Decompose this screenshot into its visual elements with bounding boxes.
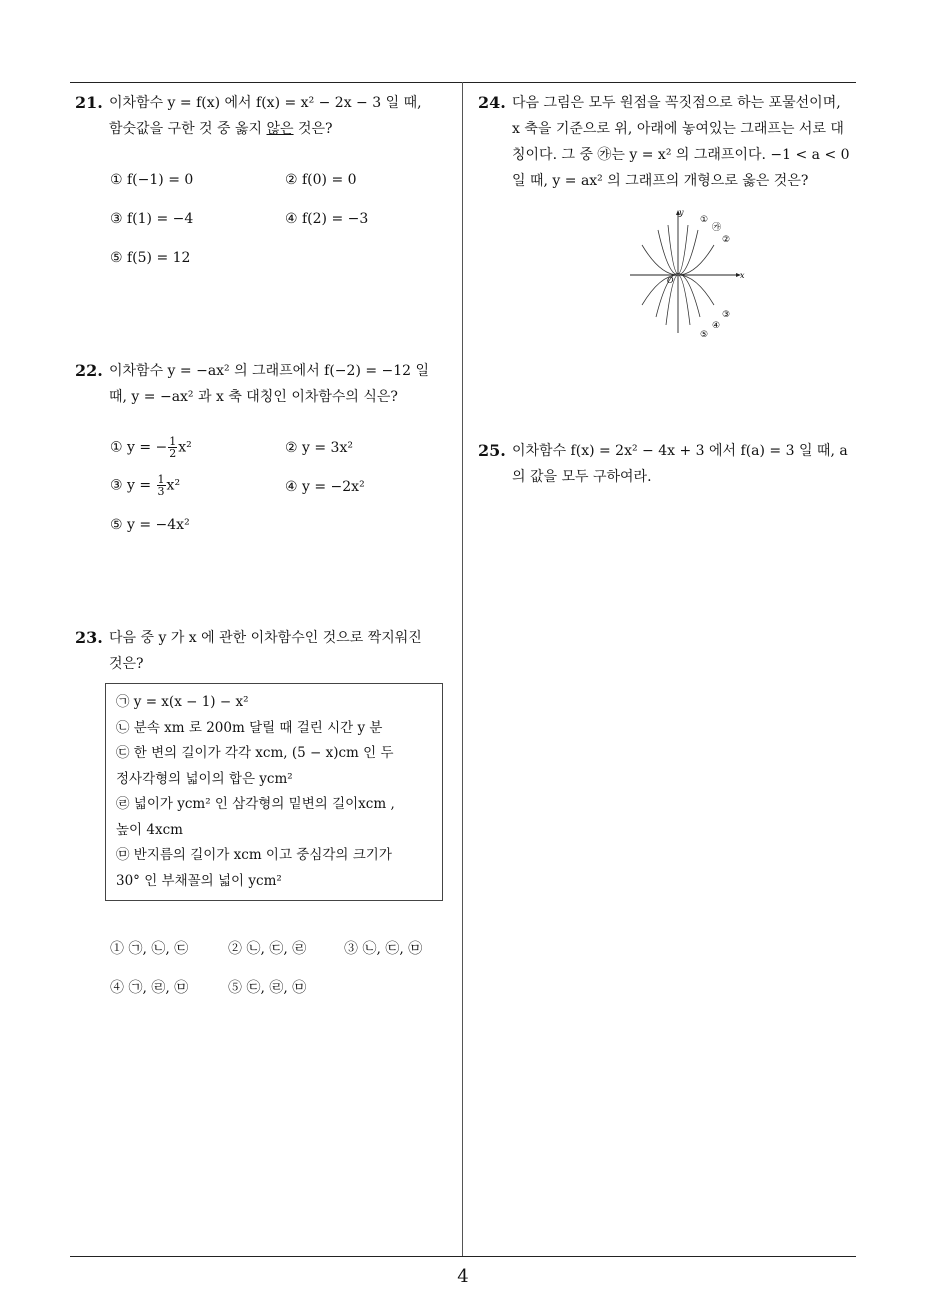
column-divider [462,82,463,1256]
label-ga: ㉮ [712,223,722,233]
question-line: 이차함수 f(x) = 2x² − 4x + 3 에서 f(a) = 3 일 때, a [512,443,848,459]
denominator: 2 [169,447,177,460]
box-line: ㉤ 반지름의 길이가 xcm 이고 중심각의 크기가 [116,847,392,863]
q23-option-1[interactable]: ① ㉠, ㉡, ㉢ [110,941,189,957]
label-1: ① [700,215,709,225]
question-number: 24. [478,93,506,112]
box-line: ㉢ 한 변의 길이가 각각 xcm, (5 − x)cm 인 두 [116,745,394,761]
question-line: 때, y = −ax² 과 x 축 대칭인 이차함수의 식은? [109,389,398,405]
question-line: 일 때, y = ax² 의 그래프의 개형으로 옳은 것은? [512,173,809,189]
box-line: ㉣ 넓이가 ycm² 인 삼각형의 밑변의 길이xcm , [116,796,395,812]
label-3: ③ [722,310,731,320]
question-line: x 축을 기준으로 위, 아래에 놓여있는 그래프는 서로 대 [512,121,844,137]
box-line: 높이 4xcm [116,821,183,838]
question-number: 23. [75,628,103,647]
q22-option-5[interactable]: ⑤ y = −4x² [110,517,190,533]
question-line [109,116,460,142]
question-24 [478,90,863,194]
x-axis-label: x [740,271,745,280]
question-line: 것은? [109,656,144,672]
bottom-rule [70,1256,856,1257]
numerator: 1 [169,435,177,448]
box-line: 정사각형의 넓이의 합은 ycm² [116,770,293,787]
underlined-text: 않은 [266,121,294,137]
question-text [512,90,863,194]
label-2: ② [722,235,731,245]
q21-option-1[interactable]: ① f(−1) = 0 [110,172,194,188]
question-number: 22. [75,361,103,380]
label-4: ④ [712,321,721,331]
question-line: 의 값을 모두 구하여라. [512,469,652,485]
question-25 [478,438,863,490]
q21-option-5[interactable]: ⑤ f(5) = 12 [110,250,191,266]
question-text [512,438,863,490]
question-23 [75,625,460,677]
question-line: 이차함수 y = −ax² 의 그래프에서 f(−2) = −12 일 [109,363,430,379]
q21-option-3[interactable]: ③ f(1) = −4 [110,211,194,227]
q23-option-4[interactable]: ④ ㉠, ㉣, ㉤ [110,980,189,996]
box-line: ㉡ 분속 xm 로 200m 달릴 때 걸린 시간 y 분 [116,719,383,736]
top-rule [70,82,856,83]
q21-option-2[interactable]: ② f(0) = 0 [285,172,357,188]
text-part: 함숫값을 구한 것 중 옳지 [109,121,267,137]
q23-condition-box [105,683,443,901]
q22-option-3[interactable] [110,474,180,497]
question-21 [75,90,460,142]
fraction [168,436,177,459]
text-part: 것은? [293,121,333,137]
parabola-graph [620,205,760,340]
question-line: 다음 그림은 모두 원점을 꼭짓점으로 하는 포물선이며, [512,95,841,111]
question-text [109,625,460,677]
q23-option-2[interactable]: ② ㉡, ㉢, ㉣ [228,941,307,957]
origin-label: O [667,276,674,285]
q22-option-2[interactable]: ② y = 3x² [285,440,353,456]
option-text: ① y = − [110,439,168,456]
numerator: 1 [157,473,165,486]
denominator: 3 [157,485,165,498]
option-text: x² [178,439,192,456]
label-5: ⑤ [700,330,709,340]
option-text: x² [166,477,181,494]
box-line: ㉠ y = x(x − 1) − x² [116,694,249,710]
question-line: 칭이다. 그 중 ㉮는 y = x² 의 그래프이다. −1 < a < 0 [512,147,850,163]
question-text [109,90,460,142]
question-22 [75,358,460,410]
q22-option-4[interactable]: ④ y = −2x² [285,479,365,495]
q23-option-3[interactable]: ③ ㉡, ㉢, ㉤ [344,941,423,957]
y-axis-label: y [679,208,684,217]
q23-option-5[interactable]: ⑤ ㉢, ㉣, ㉤ [228,980,307,996]
fraction [157,474,166,497]
question-number: 25. [478,441,506,460]
q22-option-1[interactable] [110,436,192,459]
option-text: ③ y = [110,477,152,494]
question-text [109,358,460,410]
question-number: 21. [75,93,103,112]
q21-option-4[interactable]: ④ f(2) = −3 [285,211,369,227]
box-line: 30° 인 부채꼴의 넓이 ycm² [116,872,282,889]
page-number: 4 [457,1266,469,1287]
question-line: 다음 중 y 가 x 에 관한 이차함수인 것으로 짝지워진 [109,630,422,646]
question-line: 이차함수 y = f(x) 에서 f(x) = x² − 2x − 3 일 때, [109,95,422,111]
